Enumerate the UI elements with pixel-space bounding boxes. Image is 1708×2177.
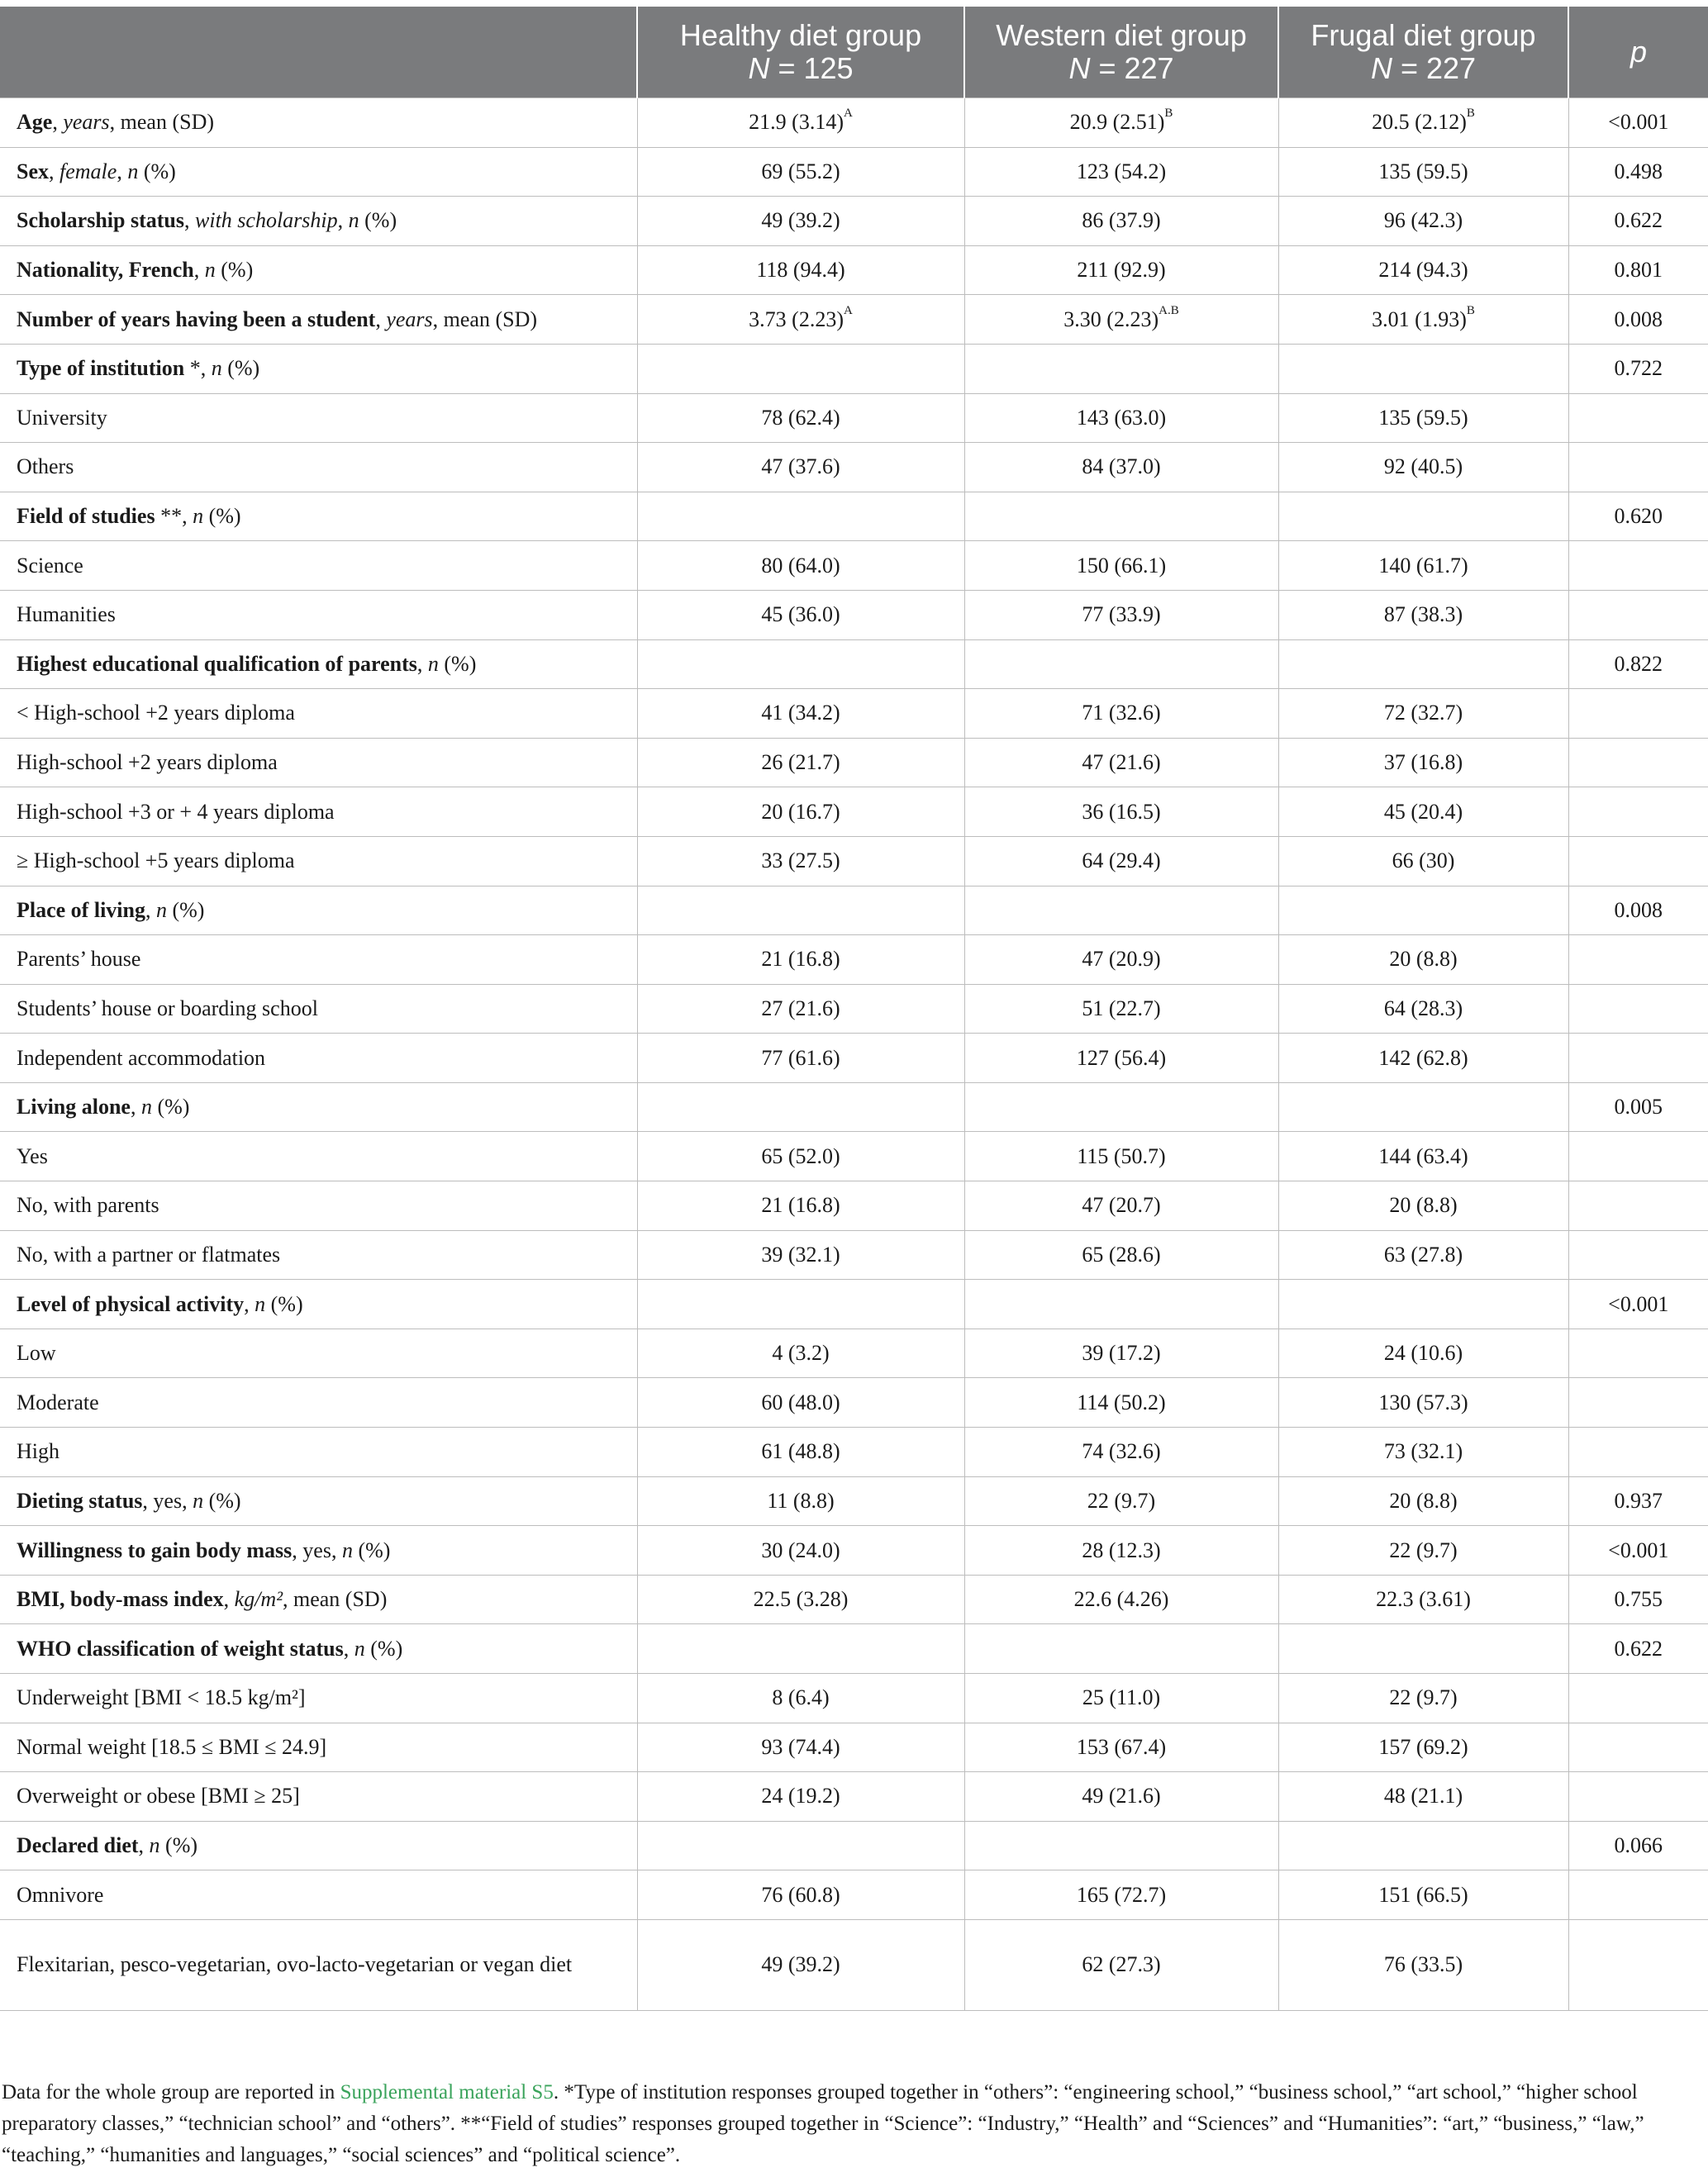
cell-healthy (637, 1082, 964, 1132)
cell-western: 22.6 (4.26) (964, 1575, 1278, 1624)
table-row (0, 1378, 1708, 1428)
table-row (0, 1624, 1708, 1674)
cell-healthy: 69 (55.2) (637, 147, 964, 197)
cell-p-value: 0.008 (1568, 295, 1708, 345)
cell-p-value: 0.498 (1568, 147, 1708, 197)
table-container (0, 7, 1708, 2011)
cell-frugal: 22 (9.7) (1278, 1526, 1568, 1576)
row-label: < High-school +2 years diploma (0, 689, 637, 739)
table-row (0, 344, 1708, 393)
cell-western (964, 1624, 1278, 1674)
table-row (0, 393, 1708, 443)
table-row (0, 590, 1708, 639)
cell-healthy: 47 (37.6) (637, 443, 964, 492)
cell-frugal: 24 (10.6) (1278, 1329, 1568, 1378)
cell-p-value (1568, 1428, 1708, 1477)
cell-frugal: 73 (32.1) (1278, 1428, 1568, 1477)
cell-frugal: 76 (33.5) (1278, 1919, 1568, 2010)
row-label: Low (0, 1329, 637, 1378)
cell-western: 47 (21.6) (964, 738, 1278, 787)
table-row (0, 1575, 1708, 1624)
cell-healthy: 61 (48.8) (637, 1428, 964, 1477)
cell-healthy: 65 (52.0) (637, 1132, 964, 1181)
cell-frugal: 96 (42.3) (1278, 197, 1568, 246)
cell-p-value: 0.622 (1568, 197, 1708, 246)
cell-p-value (1568, 836, 1708, 886)
cell-frugal: 157 (69.2) (1278, 1723, 1568, 1772)
row-label: Underweight [BMI < 18.5 kg/m²] (0, 1674, 637, 1723)
row-label: Field of studies **, n (%) (0, 492, 637, 541)
cell-p-value (1568, 1378, 1708, 1428)
cell-western: 114 (50.2) (964, 1378, 1278, 1428)
row-label: Living alone, n (%) (0, 1082, 637, 1132)
cell-healthy: 78 (62.4) (637, 393, 964, 443)
cell-western: 47 (20.7) (964, 1181, 1278, 1231)
table-row (0, 1476, 1708, 1526)
cell-p-value (1568, 1919, 1708, 2010)
table-row (0, 443, 1708, 492)
header-western-n: N = 227 (1068, 51, 1174, 85)
table-row (0, 1919, 1708, 2010)
table-row (0, 1428, 1708, 1477)
cell-p-value: 0.722 (1568, 344, 1708, 393)
cell-p-value (1568, 1034, 1708, 1083)
row-label: Willingness to gain body mass, yes, n (%) (0, 1526, 637, 1576)
cell-p-value: <0.001 (1568, 98, 1708, 148)
row-label: Declared diet, n (%) (0, 1821, 637, 1870)
cell-p-value (1568, 1772, 1708, 1822)
supplemental-link[interactable]: Supplemental material S5 (340, 2081, 554, 2103)
demographics-table (0, 7, 1708, 2011)
cell-frugal (1278, 886, 1568, 935)
row-label: High-school +3 or + 4 years diploma (0, 787, 637, 837)
superscript-letter: A.B (1158, 303, 1179, 317)
cell-p-value: 0.620 (1568, 492, 1708, 541)
row-label: Yes (0, 1132, 637, 1181)
cell-western: 150 (66.1) (964, 541, 1278, 591)
cell-frugal: 45 (20.4) (1278, 787, 1568, 837)
cell-p-value (1568, 935, 1708, 985)
row-label: Omnivore (0, 1870, 637, 1920)
cell-western: 71 (32.6) (964, 689, 1278, 739)
header-p-value: p (1568, 7, 1708, 98)
row-label: Place of living, n (%) (0, 886, 637, 935)
row-label: Type of institution *, n (%) (0, 344, 637, 393)
cell-healthy (637, 1821, 964, 1870)
cell-frugal: 135 (59.5) (1278, 393, 1568, 443)
cell-p-value: 0.066 (1568, 1821, 1708, 1870)
table-row (0, 1181, 1708, 1231)
cell-frugal (1278, 344, 1568, 393)
cell-frugal: 3.01 $(1.93)^B$ (1278, 295, 1568, 345)
cell-western (964, 492, 1278, 541)
cell-frugal: 144 (63.4) (1278, 1132, 1568, 1181)
superscript-letter: B (1466, 303, 1475, 317)
cell-frugal: 140 (61.7) (1278, 541, 1568, 591)
table-row (0, 1870, 1708, 1920)
row-label: No, with a partner or flatmates (0, 1230, 637, 1280)
cell-p-value (1568, 1723, 1708, 1772)
cell-western: 123 (54.2) (964, 147, 1278, 197)
table-header-row (0, 7, 1708, 98)
superscript-letter: A (843, 303, 853, 317)
cell-healthy: 27 (21.6) (637, 984, 964, 1034)
row-label: BMI, body-mass index, kg/m², mean (SD) (0, 1575, 637, 1624)
row-label: Students’ house or boarding school (0, 984, 637, 1034)
cell-p-value: 0.801 (1568, 245, 1708, 295)
table-row (0, 1280, 1708, 1329)
cell-healthy: 49 (39.2) (637, 197, 964, 246)
cell-frugal: 48 (21.1) (1278, 1772, 1568, 1822)
row-label: Overweight or obese [BMI ≥ 25] (0, 1772, 637, 1822)
cell-western: 84 (37.0) (964, 443, 1278, 492)
row-label: Nationality, French, n (%) (0, 245, 637, 295)
header-western-diet (964, 7, 1278, 98)
cell-frugal: 92 (40.5) (1278, 443, 1568, 492)
cell-healthy (637, 639, 964, 689)
cell-healthy: 8 (6.4) (637, 1674, 964, 1723)
cell-western (964, 1082, 1278, 1132)
table-row (0, 147, 1708, 197)
cell-western: 165 (72.7) (964, 1870, 1278, 1920)
table-row (0, 1034, 1708, 1083)
cell-p-value (1568, 738, 1708, 787)
cell-healthy: 39 (32.1) (637, 1230, 964, 1280)
cell-western: 86 (37.9) (964, 197, 1278, 246)
row-label: Dieting status, yes, n (%) (0, 1476, 637, 1526)
cell-western: 77 (33.9) (964, 590, 1278, 639)
cell-healthy: 49 (39.2) (637, 1919, 964, 2010)
cell-frugal (1278, 1280, 1568, 1329)
table-row (0, 639, 1708, 689)
cell-western: 143 (63.0) (964, 393, 1278, 443)
cell-healthy: 21.9 $(3.14)^A$ (637, 98, 964, 148)
superscript-letter: B (1164, 107, 1173, 121)
cell-western: 65 (28.6) (964, 1230, 1278, 1280)
row-label: High-school +2 years diploma (0, 738, 637, 787)
cell-healthy: 22.5 (3.28) (637, 1575, 964, 1624)
header-frugal-diet (1278, 7, 1568, 98)
cell-healthy (637, 1624, 964, 1674)
cell-healthy (637, 886, 964, 935)
cell-p-value (1568, 590, 1708, 639)
table-row (0, 245, 1708, 295)
table-row (0, 1772, 1708, 1822)
cell-p-value (1568, 1870, 1708, 1920)
row-label: Level of physical activity, n (%) (0, 1280, 637, 1329)
cell-western: 3.30 $(2.23)^{A.B}$ (964, 295, 1278, 345)
header-frugal-title: Frugal diet group (1311, 18, 1536, 52)
table-row (0, 1526, 1708, 1576)
superscript-letter: A (843, 107, 853, 121)
table-body (0, 98, 1708, 2011)
table-row (0, 738, 1708, 787)
cell-frugal (1278, 492, 1568, 541)
cell-p-value (1568, 787, 1708, 837)
cell-frugal: 142 (62.8) (1278, 1034, 1568, 1083)
cell-western (964, 886, 1278, 935)
row-label: Normal weight [18.5 ≤ BMI ≤ 24.9] (0, 1723, 637, 1772)
table-row (0, 197, 1708, 246)
cell-western (964, 1821, 1278, 1870)
cell-p-value (1568, 1674, 1708, 1723)
cell-healthy: 93 (74.4) (637, 1723, 964, 1772)
row-label: Moderate (0, 1378, 637, 1428)
cell-frugal: 214 (94.3) (1278, 245, 1568, 295)
table-row (0, 1082, 1708, 1132)
cell-western: 25 (11.0) (964, 1674, 1278, 1723)
table-row (0, 984, 1708, 1034)
cell-western (964, 639, 1278, 689)
cell-western: 62 (27.3) (964, 1919, 1278, 2010)
cell-p-value: 0.755 (1568, 1575, 1708, 1624)
table-row (0, 492, 1708, 541)
cell-western: 36 (16.5) (964, 787, 1278, 837)
cell-p-value: <0.001 (1568, 1280, 1708, 1329)
table-row (0, 689, 1708, 739)
table-row (0, 1821, 1708, 1870)
cell-healthy (637, 344, 964, 393)
cell-western: 211 (92.9) (964, 245, 1278, 295)
cell-western: 51 (22.7) (964, 984, 1278, 1034)
cell-healthy (637, 1280, 964, 1329)
row-label: Age, years, mean (SD) (0, 98, 637, 148)
cell-p-value: 0.822 (1568, 639, 1708, 689)
row-label: Parents’ house (0, 935, 637, 985)
header-frugal-n: N = 227 (1370, 51, 1477, 85)
table-row (0, 541, 1708, 591)
cell-frugal (1278, 1624, 1568, 1674)
row-label: Others (0, 443, 637, 492)
cell-western: 28 (12.3) (964, 1526, 1278, 1576)
cell-western: 74 (32.6) (964, 1428, 1278, 1477)
cell-frugal: 20 (8.8) (1278, 935, 1568, 985)
header-healthy-title: Healthy diet group (679, 18, 922, 52)
cell-healthy: 45 (36.0) (637, 590, 964, 639)
row-label: Humanities (0, 590, 637, 639)
row-label: Highest educational qualification of parents, n (%) (0, 639, 637, 689)
table-row (0, 98, 1708, 148)
table-row (0, 836, 1708, 886)
row-label: University (0, 393, 637, 443)
row-label: No, with parents (0, 1181, 637, 1231)
cell-western: 49 (21.6) (964, 1772, 1278, 1822)
table-footnote: Data for the whole group are reported in Supplemental material S5. *Type of institution responses grouped together in “others”: “engineering school,” “business school,” “art school,” “higher school preparatory classes,” “technician school” and “others”. **“Field of studies” responses grouped together in “Science”: “Industry,” “Health” and “Sciences” and “Humanities”: “art,” “business,” “law,” “teaching,” “humanities and languages,” “social sciences” and “political science”. (2, 2081, 1644, 2166)
cell-western (964, 344, 1278, 393)
cell-frugal: 20 (8.8) (1278, 1476, 1568, 1526)
cell-p-value (1568, 984, 1708, 1034)
cell-p-value (1568, 689, 1708, 739)
cell-healthy (637, 492, 964, 541)
cell-frugal: 37 (16.8) (1278, 738, 1568, 787)
cell-western: 20.9 $(2.51)^B$ (964, 98, 1278, 148)
cell-healthy: 11 (8.8) (637, 1476, 964, 1526)
cell-healthy: 30 (24.0) (637, 1526, 964, 1576)
cell-p-value (1568, 1329, 1708, 1378)
cell-p-value: 0.937 (1568, 1476, 1708, 1526)
cell-p-value: 0.622 (1568, 1624, 1708, 1674)
cell-healthy: 80 (64.0) (637, 541, 964, 591)
cell-frugal (1278, 639, 1568, 689)
cell-frugal: 22 (9.7) (1278, 1674, 1568, 1723)
cell-frugal: 22.3 (3.61) (1278, 1575, 1568, 1624)
row-label: WHO classification of weight status, n (%) (0, 1624, 637, 1674)
cell-western: 22 (9.7) (964, 1476, 1278, 1526)
cell-frugal: 20 (8.8) (1278, 1181, 1568, 1231)
cell-frugal: 151 (66.5) (1278, 1870, 1568, 1920)
table-row (0, 787, 1708, 837)
table-row (0, 1674, 1708, 1723)
cell-healthy: 4 (3.2) (637, 1329, 964, 1378)
row-label: Sex, female, n (%) (0, 147, 637, 197)
cell-frugal (1278, 1082, 1568, 1132)
cell-frugal: 20.5 $(2.12)^B$ (1278, 98, 1568, 148)
cell-frugal: 63 (27.8) (1278, 1230, 1568, 1280)
cell-frugal: 64 (28.3) (1278, 984, 1568, 1034)
cell-western: 47 (20.9) (964, 935, 1278, 985)
row-label: Science (0, 541, 637, 591)
table-row (0, 1329, 1708, 1378)
cell-healthy: 24 (19.2) (637, 1772, 964, 1822)
cell-healthy: 33 (27.5) (637, 836, 964, 886)
table-row (0, 886, 1708, 935)
cell-healthy: 3.73 $(2.23)^A$ (637, 295, 964, 345)
cell-frugal: 87 (38.3) (1278, 590, 1568, 639)
table-row (0, 1132, 1708, 1181)
cell-p-value (1568, 1230, 1708, 1280)
cell-p-value (1568, 1132, 1708, 1181)
cell-p-value: 0.008 (1568, 886, 1708, 935)
cell-healthy: 76 (60.8) (637, 1870, 964, 1920)
table-row (0, 295, 1708, 345)
cell-p-value (1568, 393, 1708, 443)
cell-healthy: 21 (16.8) (637, 1181, 964, 1231)
row-label: Flexitarian, pesco-vegetarian, ovo-lacto-vegetarian or vegan diet (0, 1919, 637, 2010)
cell-western: 115 (50.7) (964, 1132, 1278, 1181)
cell-healthy: 60 (48.0) (637, 1378, 964, 1428)
row-label: High (0, 1428, 637, 1477)
table-row (0, 935, 1708, 985)
header-healthy-diet (637, 7, 964, 98)
cell-healthy: 77 (61.6) (637, 1034, 964, 1083)
table-row (0, 1723, 1708, 1772)
cell-p-value: <0.001 (1568, 1526, 1708, 1576)
cell-healthy: 118 (94.4) (637, 245, 964, 295)
superscript-letter: B (1466, 107, 1475, 121)
cell-western (964, 1280, 1278, 1329)
cell-healthy: 21 (16.8) (637, 935, 964, 985)
cell-western: 39 (17.2) (964, 1329, 1278, 1378)
cell-healthy: 20 (16.7) (637, 787, 964, 837)
cell-p-value: 0.005 (1568, 1082, 1708, 1132)
cell-p-value (1568, 541, 1708, 591)
cell-healthy: 41 (34.2) (637, 689, 964, 739)
cell-western: 127 (56.4) (964, 1034, 1278, 1083)
header-label-column (0, 7, 637, 98)
cell-frugal: 130 (57.3) (1278, 1378, 1568, 1428)
row-label: Independent accommodation (0, 1034, 637, 1083)
row-label: Scholarship status, with scholarship, n (%) (0, 197, 637, 246)
cell-western: 64 (29.4) (964, 836, 1278, 886)
header-western-title: Western diet group (996, 18, 1247, 52)
row-label: Number of years having been a student, years, mean (SD) (0, 295, 637, 345)
cell-frugal: 135 (59.5) (1278, 147, 1568, 197)
cell-frugal: 66 (30) (1278, 836, 1568, 886)
cell-healthy: 26 (21.7) (637, 738, 964, 787)
row-label: ≥ High-school +5 years diploma (0, 836, 637, 886)
cell-p-value (1568, 443, 1708, 492)
cell-frugal (1278, 1821, 1568, 1870)
cell-frugal: 72 (32.7) (1278, 689, 1568, 739)
header-healthy-n: N = 125 (748, 51, 854, 85)
table-row (0, 1230, 1708, 1280)
cell-p-value (1568, 1181, 1708, 1231)
cell-western: 153 (67.4) (964, 1723, 1278, 1772)
